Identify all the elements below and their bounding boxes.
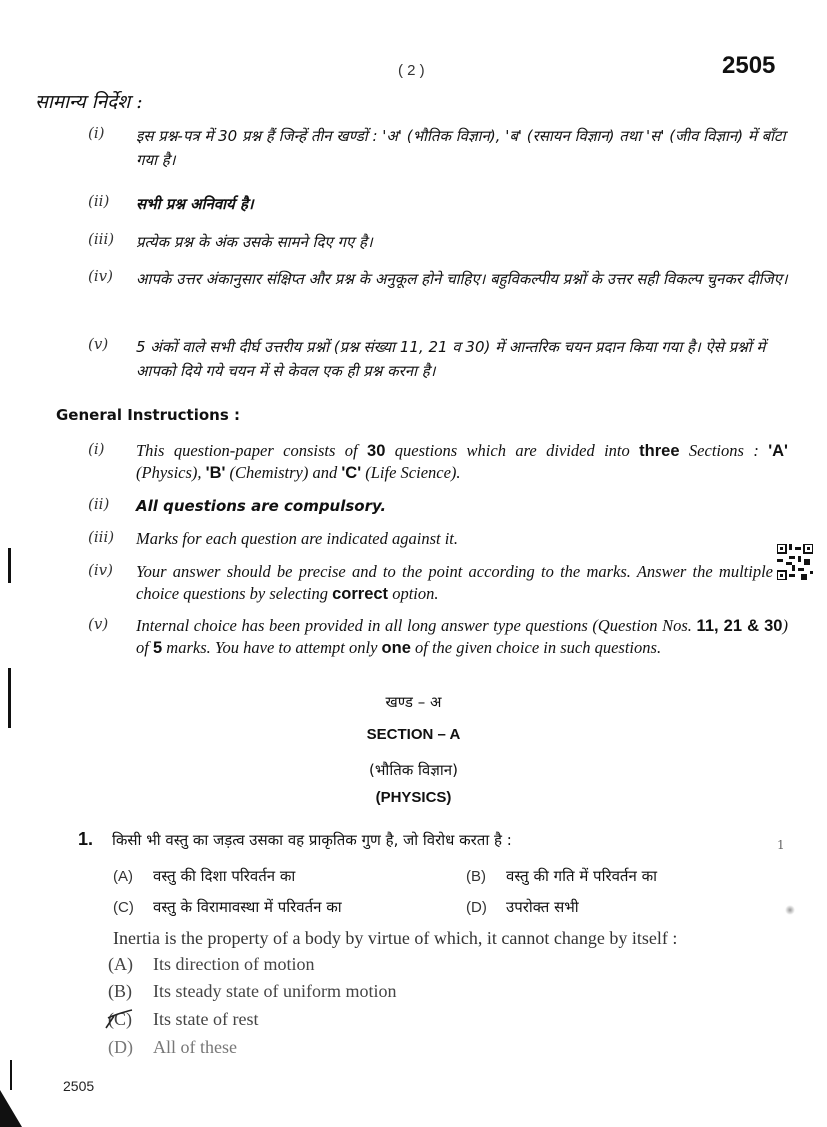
item-text: प्रत्येक प्रश्न के अंक उसके सामने दिए गए है। [136, 233, 373, 251]
item-number: (iv) [88, 267, 113, 285]
item-number: (i) [88, 440, 105, 458]
scan-margin-mark [8, 548, 11, 583]
english-option-a: (A) Its direction of motion [108, 954, 315, 974]
section-hindi-label: खण्ड – अ [385, 693, 442, 711]
handwritten-tick-mark-icon [104, 1008, 134, 1030]
section-hindi-subject: (भौतिक विज्ञान) [369, 761, 458, 779]
item-text: Internal choice has been provided in all long answer type questions (Question Nos. 11, 21 & 30) of 5 marks. You have to attempt only one of the given choice in such questions. [136, 616, 788, 657]
section-english-label: SECTION – A [366, 726, 461, 743]
english-option-c: (C) Its state of rest [108, 1009, 259, 1029]
section-english-subject: (PHYSICS) [375, 789, 452, 806]
hindi-option-c: (C) वस्तु के विरामावस्था में परिवर्तन का [113, 898, 342, 916]
hindi-option-d: (D) उपरोक्त सभी [466, 898, 579, 916]
paper-code: 2505 [722, 52, 776, 79]
english-instruction-item [88, 495, 788, 517]
item-text: Marks for each question are indicated against it. [136, 529, 459, 548]
item-number: (ii) [88, 192, 110, 210]
hindi-instructions-heading: सामान्य निर्देश : [35, 91, 143, 113]
question-number: 1. [78, 829, 94, 849]
item-number: (iv) [88, 561, 113, 579]
hindi-option-b: (B) वस्तु की गति में परिवर्तन का [466, 867, 657, 885]
item-text: Your answer should be precise and to the point according to the marks. Answer the multiple choice questions by selecting correct option. [136, 562, 773, 603]
footer-paper-code: 2505 [63, 1078, 95, 1094]
scan-speck [785, 905, 795, 915]
item-number: (v) [88, 615, 109, 633]
item-text: 5 अंकों वाले सभी दीर्घ उत्तरीय प्रश्नों (प्रश्न संख्या 11, 21 व 30) में आन्तरिक चयन प्रदान किया गया है। ऐसे प्रश्नों में आपको दिये गये चयन में से केवल एक ही प्रश्न करना है। [136, 338, 766, 380]
item-number: (ii) [88, 495, 110, 513]
hindi-option-a: (A) वस्तु की दिशा परिवर्तन का [113, 867, 296, 885]
item-number: (v) [88, 335, 109, 353]
item-text: आपके उत्तर अंकानुसार संक्षिप्त और प्रश्न के अनुकूल होने चाहिए। बहुविकल्पीय प्रश्नों के उत्तर सही विकल्प चुनकर दीजिए। [136, 270, 788, 288]
scan-corner-shadow [0, 1090, 22, 1127]
question-marks: 1 [777, 838, 785, 852]
english-instruction-item [88, 615, 788, 659]
scan-margin-mark [8, 668, 11, 728]
question-english-text: Inertia is the property of a body by virtue of which, it cannot change by itself : [113, 928, 678, 948]
item-number: (i) [88, 124, 105, 142]
hindi-instruction-item [88, 335, 788, 383]
page-number: ( 2 ) [398, 62, 425, 79]
item-text: सभी प्रश्न अनिवार्य है। [136, 195, 254, 213]
english-option-d: (D) All of these [108, 1037, 237, 1057]
item-text: This question-paper consists of 30 questions which are divided into three Sections : 'A' (Physics), 'B' (Chemistry) and 'C' (Life Science). [136, 441, 788, 482]
item-number: (iii) [88, 528, 115, 546]
english-instruction-item [88, 561, 773, 605]
hindi-instruction-item [88, 267, 788, 291]
hindi-instruction-item [88, 192, 788, 216]
question-hindi-text: किसी भी वस्तु का जड़त्व उसका वह प्राकृतिक गुण है, जो विरोध करता है : [112, 831, 512, 849]
english-instruction-item [88, 528, 788, 550]
qr-code-icon [777, 544, 813, 580]
hindi-instruction-item [88, 124, 788, 172]
english-instruction-item [88, 440, 788, 484]
hindi-instruction-item [88, 230, 788, 254]
english-option-b: (B) Its steady state of uniform motion [108, 981, 397, 1001]
item-text: All questions are compulsory. [136, 497, 387, 515]
scan-margin-mark [10, 1060, 12, 1090]
item-text: इस प्रश्न-पत्र में 30 प्रश्न हैं जिन्हें तीन खण्डों : 'अ' (भौतिक विज्ञान), 'ब' (रसायन विज्ञान) तथा 'स' (जीव विज्ञान) में बाँटा गया है। [136, 127, 786, 169]
item-number: (iii) [88, 230, 115, 248]
general-instructions-heading: General Instructions : [56, 406, 240, 424]
